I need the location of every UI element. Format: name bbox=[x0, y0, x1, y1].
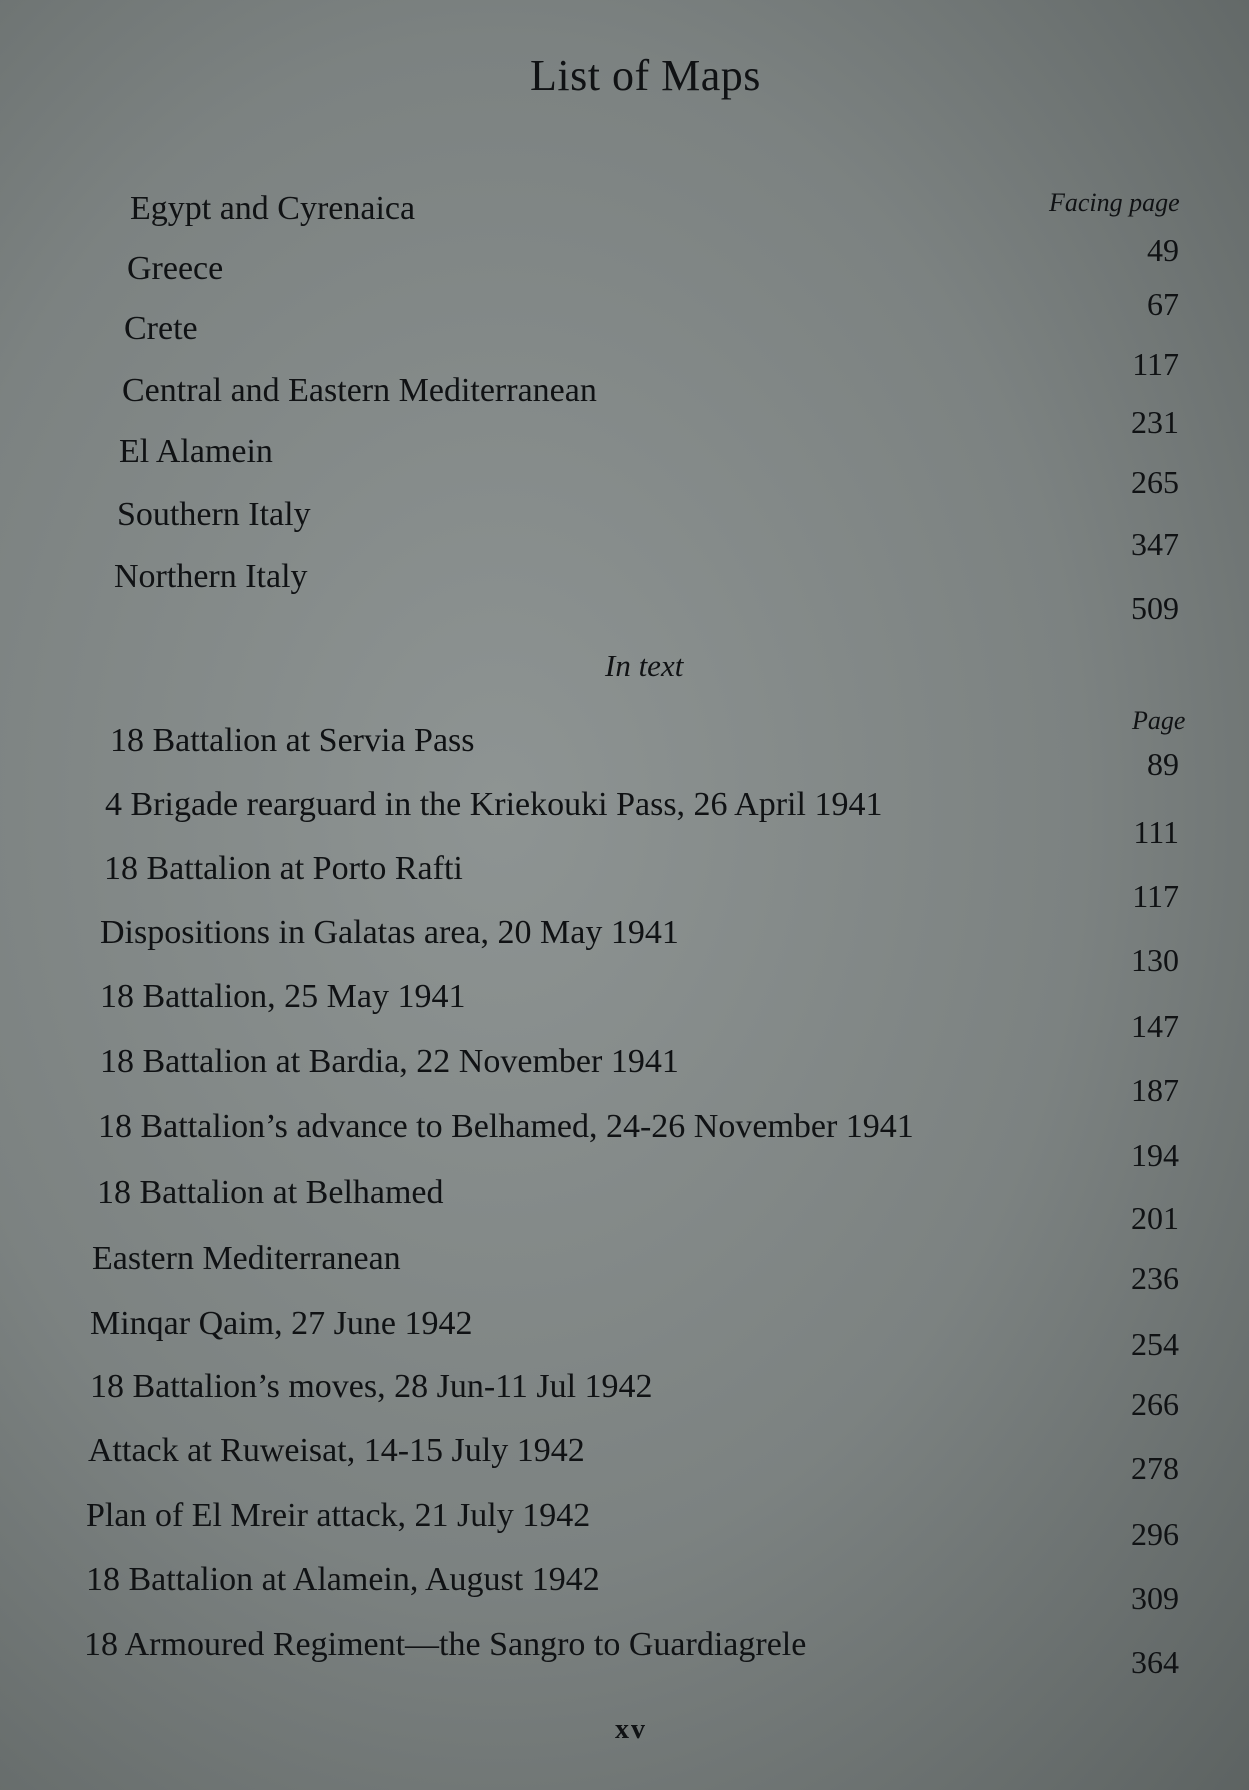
map-title: Greece bbox=[127, 250, 224, 287]
map-title: El Alamein bbox=[119, 433, 273, 470]
page-ref: 117 bbox=[1132, 346, 1179, 382]
page-ref: 347 bbox=[1131, 526, 1179, 562]
map-title: Crete bbox=[124, 310, 198, 347]
page-ref: 130 bbox=[1131, 942, 1179, 978]
page-ref: 201 bbox=[1131, 1200, 1179, 1236]
page-ref: 147 bbox=[1131, 1008, 1179, 1044]
map-title: Northern Italy bbox=[114, 558, 308, 595]
map-title: Eastern Mediterranean bbox=[92, 1240, 401, 1277]
page-ref: 509 bbox=[1131, 590, 1179, 626]
map-title: Southern Italy bbox=[117, 496, 311, 533]
page-ref: 278 bbox=[1131, 1450, 1179, 1486]
map-title: Attack at Ruweisat, 14-15 July 1942 bbox=[88, 1432, 585, 1469]
map-title: 18 Battalion at Belhamed bbox=[97, 1174, 444, 1211]
page-ref: 236 bbox=[1131, 1260, 1179, 1296]
map-title: Minqar Qaim, 27 June 1942 bbox=[90, 1305, 473, 1342]
map-title: Plan of El Mreir attack, 21 July 1942 bbox=[86, 1497, 591, 1534]
page-ref: 67 bbox=[1147, 286, 1179, 322]
page-ref: 231 bbox=[1131, 404, 1179, 440]
page-ref: 266 bbox=[1131, 1386, 1179, 1422]
map-title: 18 Battalion, 25 May 1941 bbox=[100, 978, 466, 1015]
map-title: 18 Battalion at Servia Pass bbox=[110, 722, 475, 759]
page-title: List of Maps bbox=[530, 51, 761, 100]
map-title: 4 Brigade rearguard in the Kriekouki Pass, 26 April 1941 bbox=[105, 786, 883, 823]
map-title: Dispositions in Galatas area, 20 May 1941 bbox=[100, 914, 679, 951]
facing-page-header: Facing page bbox=[1049, 188, 1180, 217]
page-ref: 265 bbox=[1131, 464, 1179, 500]
map-title: 18 Battalion’s moves, 28 Jun-11 Jul 1942 bbox=[90, 1368, 653, 1405]
page-number: xv bbox=[615, 1714, 647, 1745]
page-ref: 194 bbox=[1131, 1137, 1179, 1173]
map-title: 18 Battalion at Porto Rafti bbox=[104, 850, 463, 887]
page-ref: 254 bbox=[1131, 1326, 1179, 1362]
page-ref: 364 bbox=[1131, 1644, 1179, 1680]
page-ref: 49 bbox=[1147, 232, 1179, 268]
map-title: 18 Battalion at Alamein, August 1942 bbox=[86, 1561, 600, 1598]
page-ref: 187 bbox=[1131, 1072, 1179, 1108]
map-title: 18 Battalion at Bardia, 22 November 1941 bbox=[100, 1043, 679, 1080]
map-title: Egypt and Cyrenaica bbox=[130, 190, 416, 227]
page-header: Page bbox=[1132, 706, 1186, 735]
page-ref: 296 bbox=[1131, 1516, 1179, 1552]
map-title: 18 Armoured Regiment—the Sangro to Guardiagrele bbox=[84, 1626, 807, 1663]
page-ref: 89 bbox=[1147, 746, 1179, 782]
map-title: Central and Eastern Mediterranean bbox=[122, 372, 597, 409]
map-title: 18 Battalion’s advance to Belhamed, 24-26 November 1941 bbox=[98, 1108, 914, 1145]
in-text-header: In text bbox=[605, 648, 684, 683]
page-ref: 111 bbox=[1133, 814, 1179, 850]
page-ref: 117 bbox=[1132, 878, 1179, 914]
page-ref: 309 bbox=[1131, 1580, 1179, 1616]
